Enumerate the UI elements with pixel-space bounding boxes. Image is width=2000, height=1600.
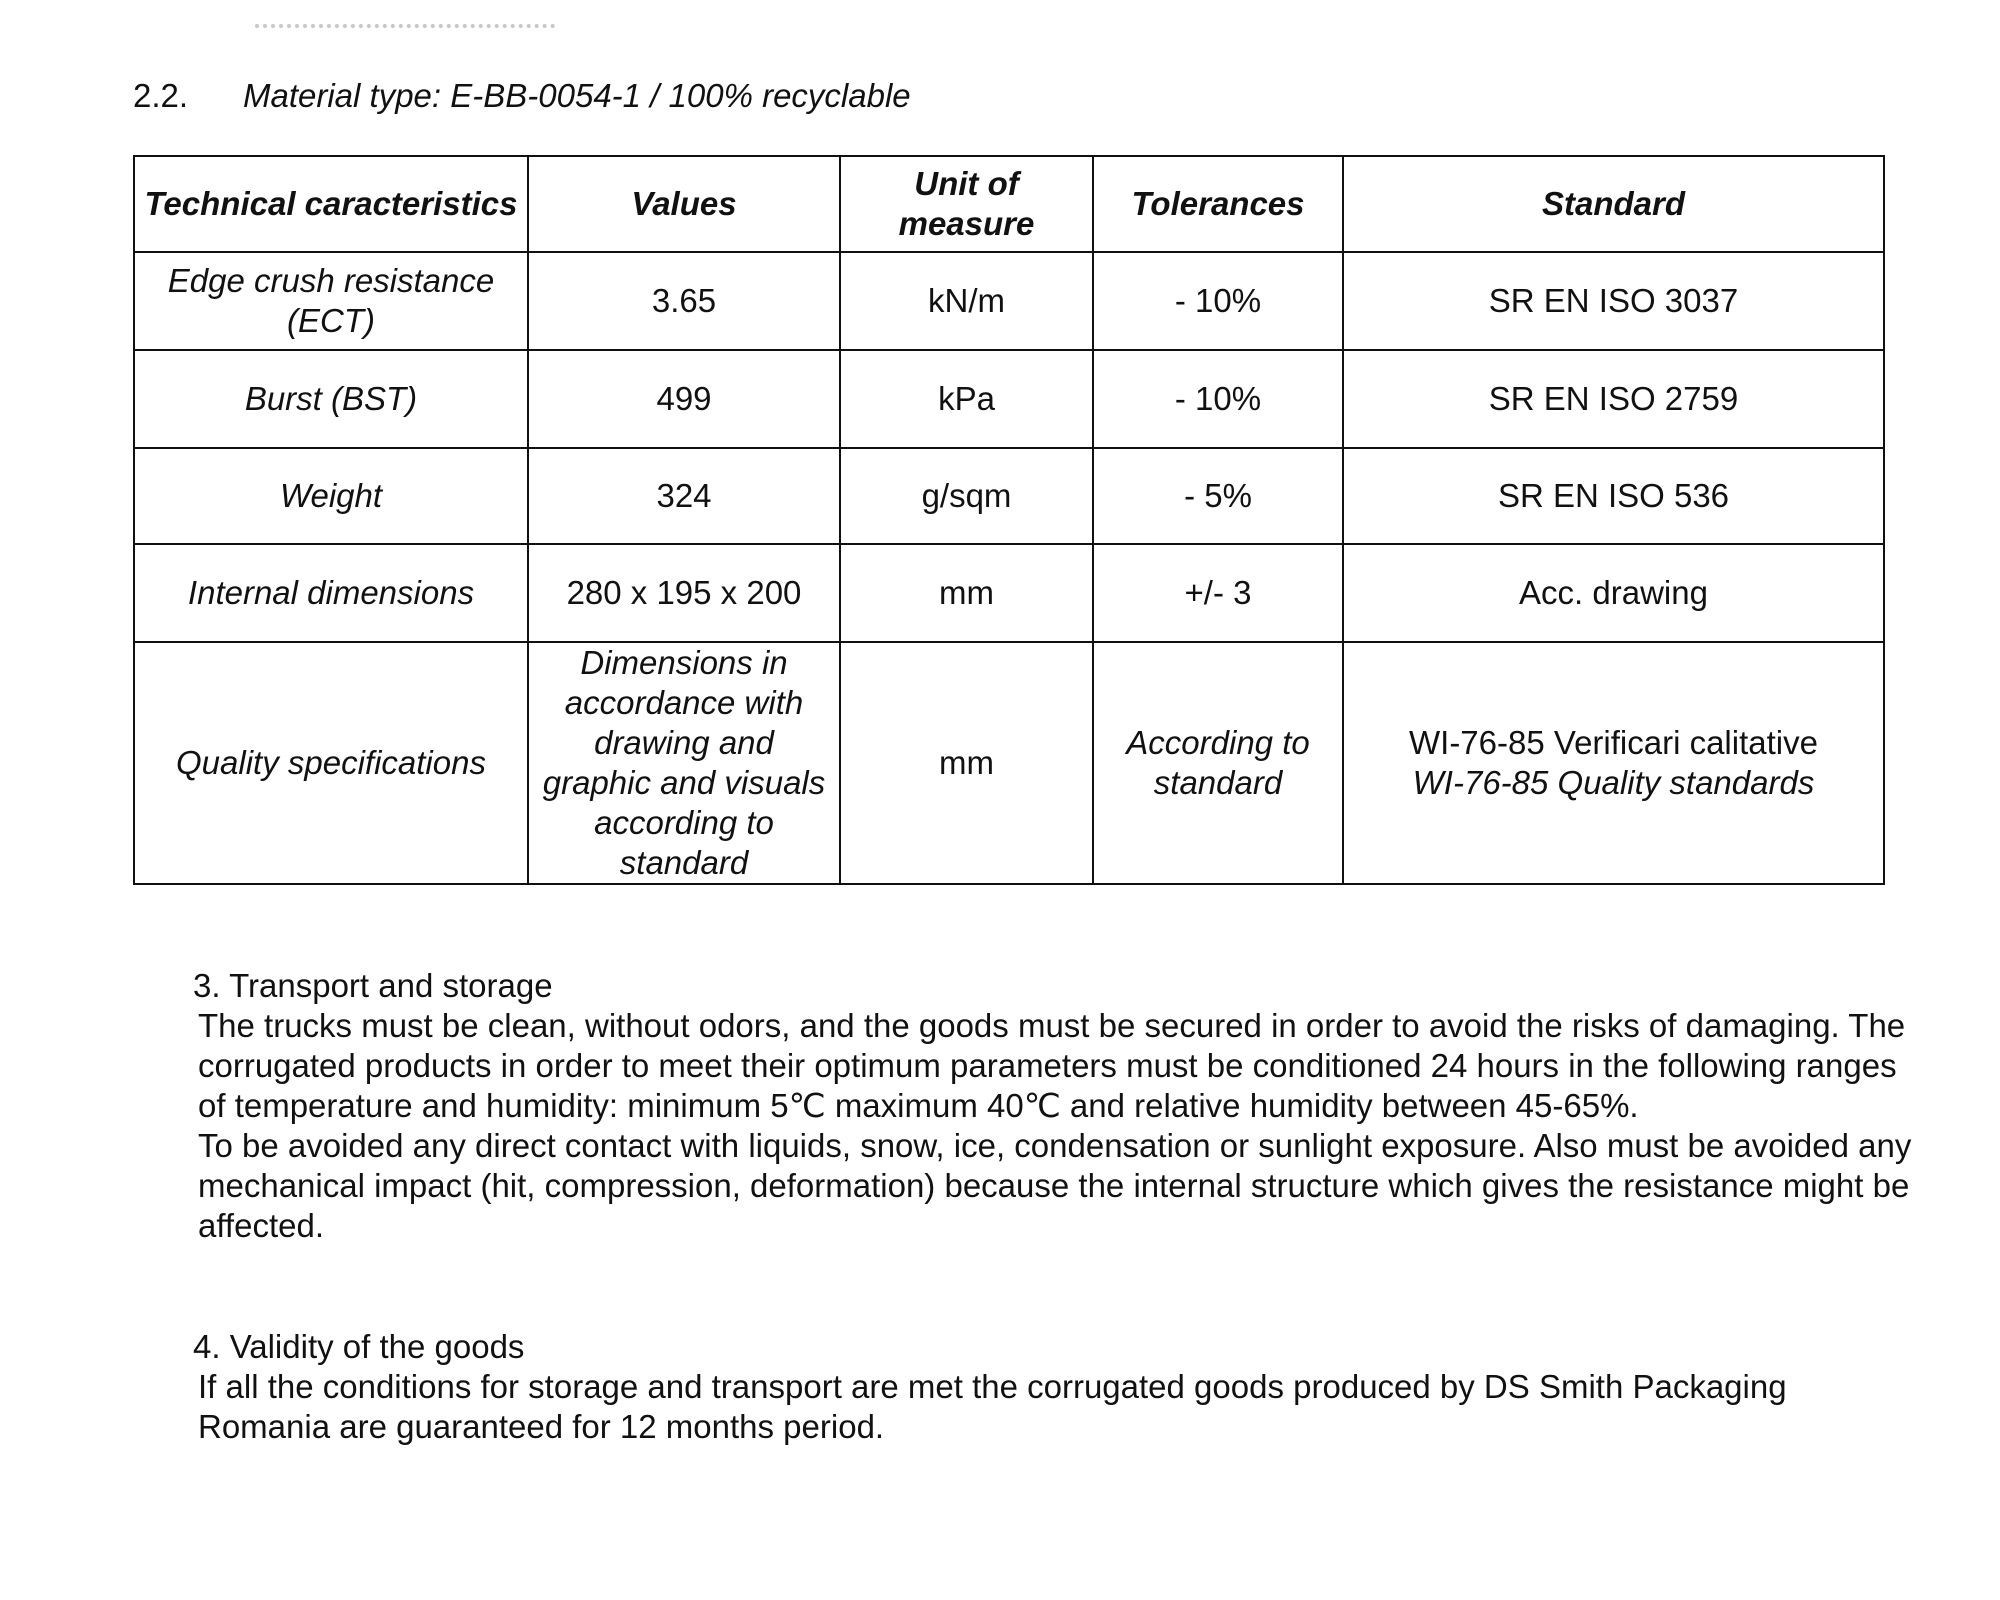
cell-unit: g/sqm: [840, 448, 1093, 544]
section-title: Material type: E-BB-0054-1 / 100% recyclable: [243, 77, 911, 114]
technical-specs-table: [133, 155, 1885, 885]
cell-tolerance: - 10%: [1093, 350, 1343, 448]
section-number: 2.2.: [133, 77, 189, 114]
cell-unit: kN/m: [840, 252, 1093, 350]
cell-value: 499: [528, 350, 840, 448]
cell-tolerance: +/- 3: [1093, 544, 1343, 642]
section-title: 4. Validity of the goods: [193, 1328, 525, 1365]
cell-value: 324: [528, 448, 840, 544]
cell-tolerance: - 5%: [1093, 448, 1343, 544]
cell-value: 280 x 195 x 200: [528, 544, 840, 642]
cell-unit: mm: [840, 544, 1093, 642]
section-validity-goods: [133, 1327, 1918, 1447]
section-body: [198, 1367, 1918, 1447]
section-body: [198, 1006, 1918, 1246]
cell-standard: [1343, 642, 1884, 884]
cell-tolerance: - 10%: [1093, 252, 1343, 350]
cell-standard: SR EN ISO 3037: [1343, 252, 1884, 350]
table-row: [134, 544, 1884, 642]
paragraph: If all the conditions for storage and transport are met the corrugated goods produced by DS Smith Packaging Romania are guaranteed for 12 months period.: [198, 1368, 1787, 1445]
header-standard: Standard: [1343, 156, 1884, 252]
table-header-row: [134, 156, 1884, 252]
cell-standard: SR EN ISO 536: [1343, 448, 1884, 544]
cell-standard: Acc. drawing: [1343, 544, 1884, 642]
cell-characteristic: Internal dimensions: [134, 544, 528, 642]
section-title: 3. Transport and storage: [193, 967, 553, 1004]
cell-characteristic: Burst (BST): [134, 350, 528, 448]
cell-characteristic: Edge crush resistance (ECT): [134, 252, 528, 350]
table-row: [134, 448, 1884, 544]
header-values: Values: [528, 156, 840, 252]
header-tolerances: Tolerances: [1093, 156, 1343, 252]
standard-line-romanian: WI-76-85 Verificari calitative: [1409, 724, 1818, 761]
standard-line-english: WI-76-85 Quality standards: [1412, 764, 1815, 801]
paragraph: To be avoided any direct contact with liquids, snow, ice, condensation or sunlight exposure. Also must be avoided any mechanical impact (hit, compression, deformation) because the internal structure which gives the resistance might be affected.: [198, 1127, 1912, 1244]
section-transport-storage: [133, 966, 1918, 1246]
table-row: [134, 350, 1884, 448]
header-unit-of-measure: Unit of measure: [840, 156, 1093, 252]
cell-unit: kPa: [840, 350, 1093, 448]
header-technical-characteristics: Technical caracteristics: [134, 156, 528, 252]
paragraph: The trucks must be clean, without odors, and the goods must be secured in order to avoid the risks of damaging. The corrugated products in order to meet their optimum parameters must be conditioned 24 hours in the following ranges of temperature and humidity: minimum 5℃ maximum 40℃ and relative humidity between 45-65%.: [198, 1007, 1906, 1124]
cell-standard: SR EN ISO 2759: [1343, 350, 1884, 448]
table-row: [134, 642, 1884, 884]
cell-characteristic: Quality specifications: [134, 642, 528, 884]
cell-value: 3.65: [528, 252, 840, 350]
cell-tolerance: According to standard: [1093, 642, 1343, 884]
cell-unit: mm: [840, 642, 1093, 884]
section-heading-material-type: [133, 76, 911, 116]
cell-characteristic: Weight: [134, 448, 528, 544]
cell-value: Dimensions in accordance with drawing and graphic and visuals according to standard: [528, 642, 840, 884]
cropped-header-fragment: [255, 8, 555, 28]
table-row: [134, 252, 1884, 350]
